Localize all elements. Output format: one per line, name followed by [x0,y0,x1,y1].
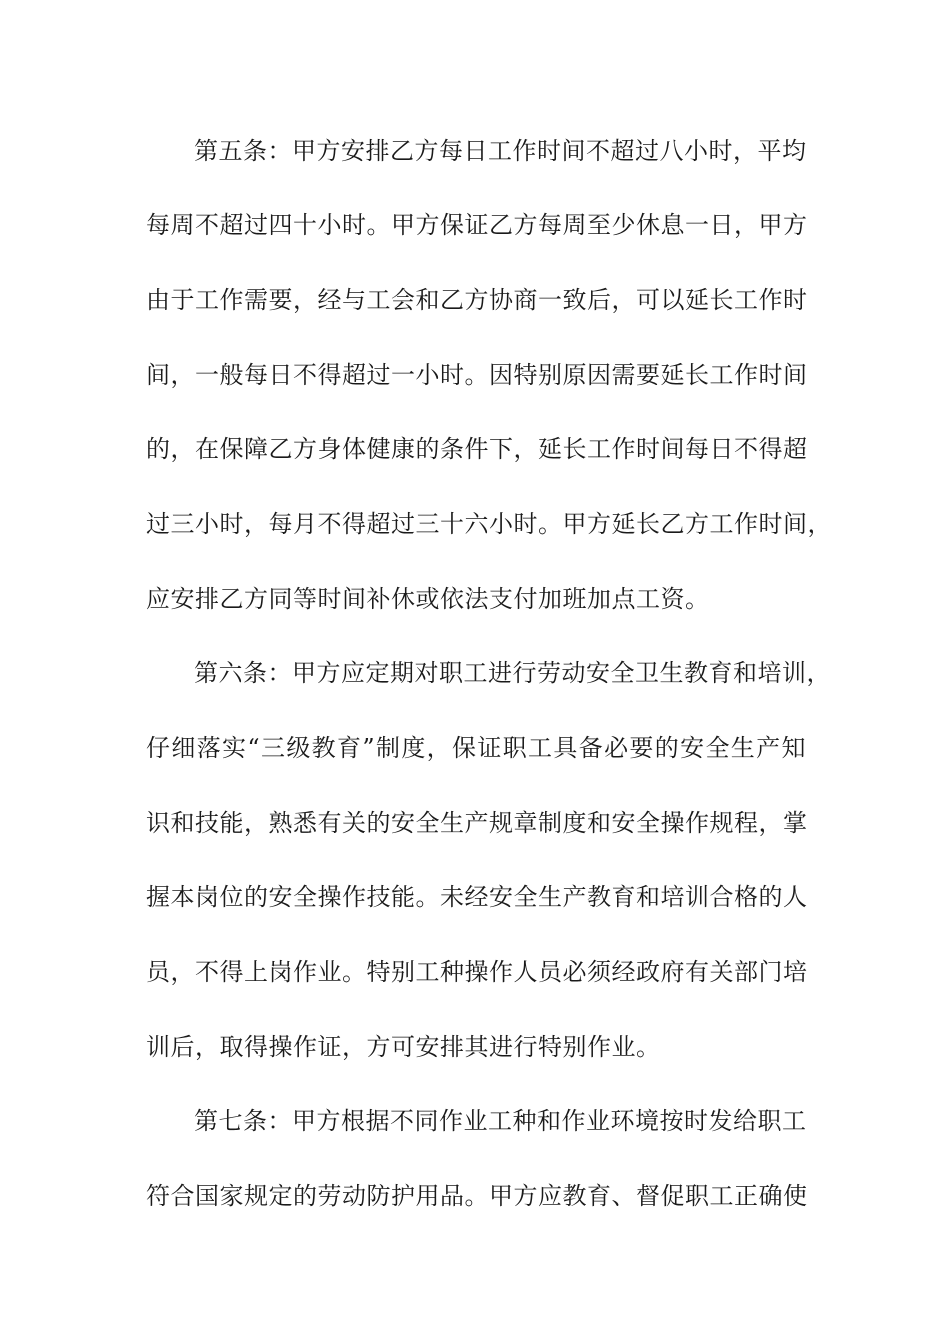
text-line: 过三小时，每月不得超过三十六小时。甲方延长乙方工作时间， [146,510,832,538]
text-line: 训后，取得操作证，方可安排其进行特别作业。 [146,1033,661,1061]
text-line: 握本岗位的安全操作技能。未经安全生产教育和培训合格的人 [146,883,808,911]
text-line: 第六条：甲方应定期对职工进行劳动安全卫生教育和培训， [194,659,831,687]
text-line: 由于工作需要，经与工会和乙方协商一致后，可以延长工作时 [146,286,808,314]
text-line: 每周不超过四十小时。甲方保证乙方每周至少休息一日，甲方 [146,211,808,239]
text-line: 第五条：甲方安排乙方每日工作时间不超过八小时，平均 [194,137,807,165]
text-line: 仔细落实“三级教育”制度，保证职工具备必要的安全生产知 [146,734,806,762]
text-line: 第七条：甲方根据不同作业工种和作业环境按时发给职工 [194,1107,807,1135]
text-line: 符合国家规定的劳动防护用品。甲方应教育、督促职工正确使 [146,1182,808,1210]
text-line: 识和技能，熟悉有关的安全生产规章制度和安全操作规程，掌 [146,809,808,837]
text-line: 应安排乙方同等时间补休或依法支付加班加点工资。 [146,585,710,613]
text-line: 间，一般每日不得超过一小时。因特别原因需要延长工作时间 [146,361,808,389]
text-line: 员，不得上岗作业。特别工种操作人员必须经政府有关部门培 [146,958,808,986]
text-line: 的，在保障乙方身体健康的条件下，延长工作时间每日不得超 [146,435,808,463]
